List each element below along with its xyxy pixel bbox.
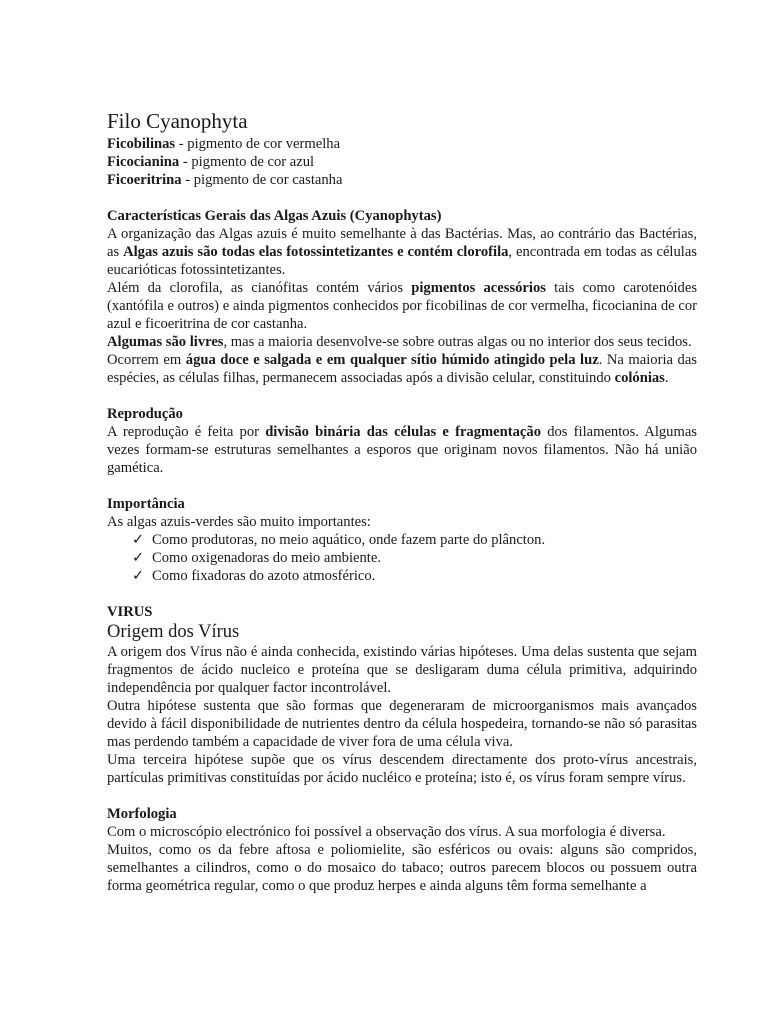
checkmark-icon: ✓ bbox=[132, 532, 145, 548]
pigment-line bbox=[107, 153, 697, 171]
list-item: ✓ Como produtoras, no meio aquático, onde fazem parte do plâncton. bbox=[132, 532, 546, 548]
pigment-name: Ficocianina bbox=[107, 154, 180, 170]
pigment-name: Ficobilinas bbox=[107, 136, 176, 152]
paragraph: A origem dos Vírus não é ainda conhecida, existindo várias hipóteses. Uma delas sustenta que sejam fragmentos de ácido nucleico e proteína que se desligaram duma célula primitiva, adquirindo independência por qualquer factor incontrolável. bbox=[107, 644, 697, 696]
section-heading-caracteristicas: Características Gerais das Algas Azuis (Cyanophytas) bbox=[107, 208, 442, 224]
paragraph: Além da clorofila, as cianófitas contém vários pigmentos acessórios tais como carotenóides (xantófila e outros) e ainda pigmentos conhecidos por ficobilinas de cor vermelha, ficocianina de cor azul e ficoeritrina de cor castanha. bbox=[107, 280, 697, 332]
paragraph: Muitos, como os da febre aftosa e poliomielite, são esféricos ou ovais: alguns são compridos, semelhantes a cilindros, como o do mosaico do tabaco; outros parecem blocos ou possuem outra forma geométrica regular, como o que produz herpes e ainda alguns têm forma semelhante a bbox=[107, 842, 697, 894]
paragraph: A reprodução é feita por divisão binária das células e fragmentação dos filamentos. Algumas vezes formam-se estruturas semelhantes a esporos que originam novos filamentos. Não há união gamética. bbox=[107, 424, 697, 476]
pigment-name: Ficoeritrina bbox=[107, 172, 182, 188]
paragraph: Ocorrem em água doce e salgada e em qualquer sítio húmido atingido pela luz. Na maioria das espécies, as células filhas, permanecem associadas após a divisão celular, constituindo colónias. bbox=[107, 352, 697, 386]
list-item: ✓ Como fixadoras do azoto atmosférico. bbox=[132, 568, 376, 584]
section-heading-morfologia: Morfologia bbox=[107, 806, 177, 822]
pigment-line bbox=[107, 171, 697, 189]
section-title-origem: Origem dos Vírus bbox=[107, 622, 240, 642]
checkmark-icon: ✓ bbox=[132, 568, 145, 584]
checkmark-icon: ✓ bbox=[132, 550, 145, 566]
paragraph: Com o microscópio electrónico foi possível a observação dos vírus. A sua morfologia é diversa. bbox=[107, 824, 666, 840]
section-heading-reproducao: Reprodução bbox=[107, 406, 183, 422]
check-list bbox=[107, 531, 697, 585]
paragraph: Outra hipótese sustenta que são formas que degeneraram de microorganismos mais avançados devido à fácil disponibilidade de nutrientes dentro da célula hospedeira, tornando-se não só parasitas mas perdendo também a capacidade de viver fora de uma célula viva. bbox=[107, 698, 697, 750]
section-title: Filo Cyanophyta bbox=[107, 109, 248, 133]
section-label-virus: VIRUS bbox=[107, 604, 153, 620]
paragraph: Uma terceira hipótese supõe que os vírus descendem directamente dos proto-vírus ancestrais, partículas primitivas constituídas por ácido nucléico e proteína; isto é, os vírus foram sempre vírus. bbox=[107, 752, 697, 786]
pigment-desc: - pigmento de cor castanha bbox=[181, 172, 343, 188]
paragraph: Algumas são livres, mas a maioria desenvolve-se sobre outras algas ou no interior dos seus tecidos. bbox=[107, 334, 692, 350]
pigment-desc: - pigmento de cor vermelha bbox=[175, 136, 341, 152]
section-heading-importancia: Importância bbox=[107, 496, 185, 512]
pigment-line bbox=[107, 135, 697, 153]
paragraph: A organização das Algas azuis é muito semelhante à das Bactérias. Mas, ao contrário das Bactérias, as Algas azuis são todas elas fotossintetizantes e contém clorofila, encontrada em todas as células eucarióticas fotossintetizantes. bbox=[107, 226, 697, 278]
pigment-desc: - pigmento de cor azul bbox=[179, 154, 315, 170]
paragraph: As algas azuis-verdes são muito importantes: bbox=[107, 514, 371, 530]
list-item: ✓ Como oxigenadoras do meio ambiente. bbox=[132, 550, 381, 566]
